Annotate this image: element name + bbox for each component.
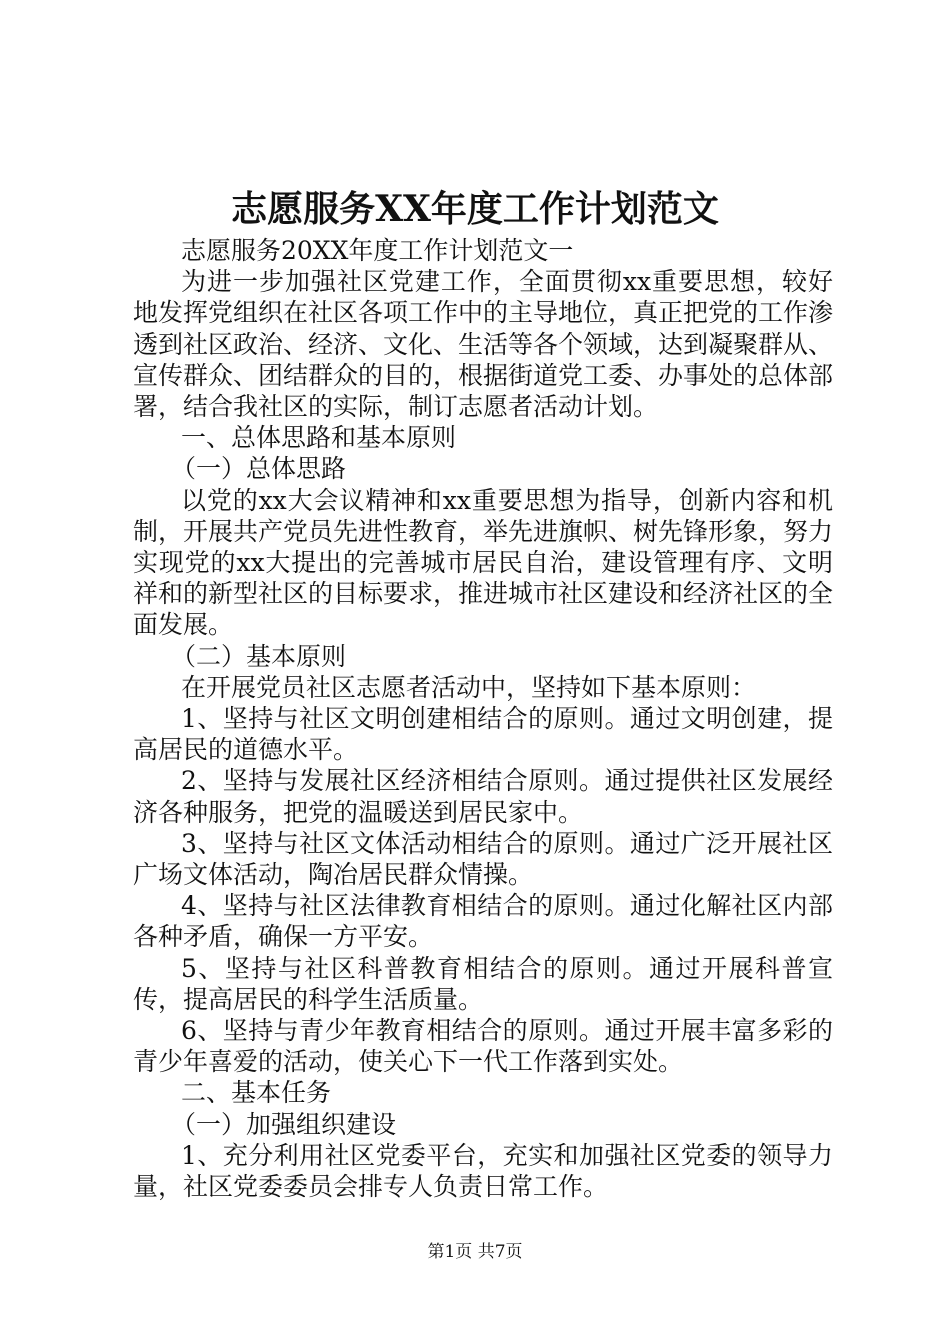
- document-body: [133, 235, 833, 1202]
- list-item-task-1: 1、充分利用社区党委平台，充实和加强社区党委的领导力量，社区党委委员会排专人负责日常工作。: [133, 1140, 833, 1202]
- heading-subsection-2-1: （一）加强组织建设: [171, 1109, 397, 1139]
- list-item-principle-4: 4、坚持与社区法律教育相结合的原则。通过化解社区内部各种矛盾，确保一方平安。: [133, 891, 833, 952]
- list-item-principle-3: 3、坚持与社区文体活动相结合的原则。通过广泛开展社区广场文体活动，陶冶居民群众情操。: [133, 828, 833, 890]
- list-item-principle-5: 5、坚持与社区科普教育相结合的原则。通过开展科普宣传，提高居民的科学生活质量。: [133, 953, 833, 1014]
- heading-section-2: 二、基本任务: [181, 1078, 332, 1108]
- list-item-principle-1: 1、坚持与社区文明创建相结合的原则。通过文明创建，提高居民的道德水平。: [133, 704, 833, 765]
- heading-section-1: 一、总体思路和基本原则: [181, 423, 457, 453]
- paragraph-principles-intro: 在开展党员社区志愿者活动中，坚持如下基本原则：: [181, 672, 757, 702]
- heading-subsection-1-2: （二）基本原则: [171, 641, 347, 671]
- paragraph-general-idea: 以党的xx大会议精神和xx重要思想为指导，创新内容和机制，开展共产党员先进性教育，举先进旗帜、树先锋形象，努力实现党的xx大提出的完善城市居民自治，建设管理有序、文明祥和的新型社区的目标要求，推进城市社区建设和经济社区的全面发展。: [133, 485, 834, 640]
- heading-subsection-1-1: （一）总体思路: [171, 454, 347, 484]
- page-footer: 第1页 共7页: [427, 1242, 523, 1262]
- paragraph-subtitle: 志愿服务20XX年度工作计划范文一: [181, 236, 574, 265]
- document-title: 志愿服务XX年度工作计划范文: [231, 188, 719, 230]
- list-item-principle-6: 6、坚持与青少年教育相结合的原则。通过开展丰富多彩的青少年喜爱的活动，使关心下一代工作落到实处。: [133, 1016, 833, 1077]
- list-item-principle-2: 2、坚持与发展社区经济相结合原则。通过提供社区发展经济各种服务，把党的温暖送到居民家中。: [133, 766, 833, 827]
- paragraph-intro: 为进一步加强社区党建工作，全面贯彻xx重要思想，较好地发挥党组织在社区各项工作中的主导地位，真正把党的工作渗透到社区政治、经济、文化、生活等各个领域，达到凝聚群从、宣传群众、团结群众的目的，根据街道党工委、办事处的总体部署，结合我社区的实际，制订志愿者活动计划。: [133, 267, 834, 422]
